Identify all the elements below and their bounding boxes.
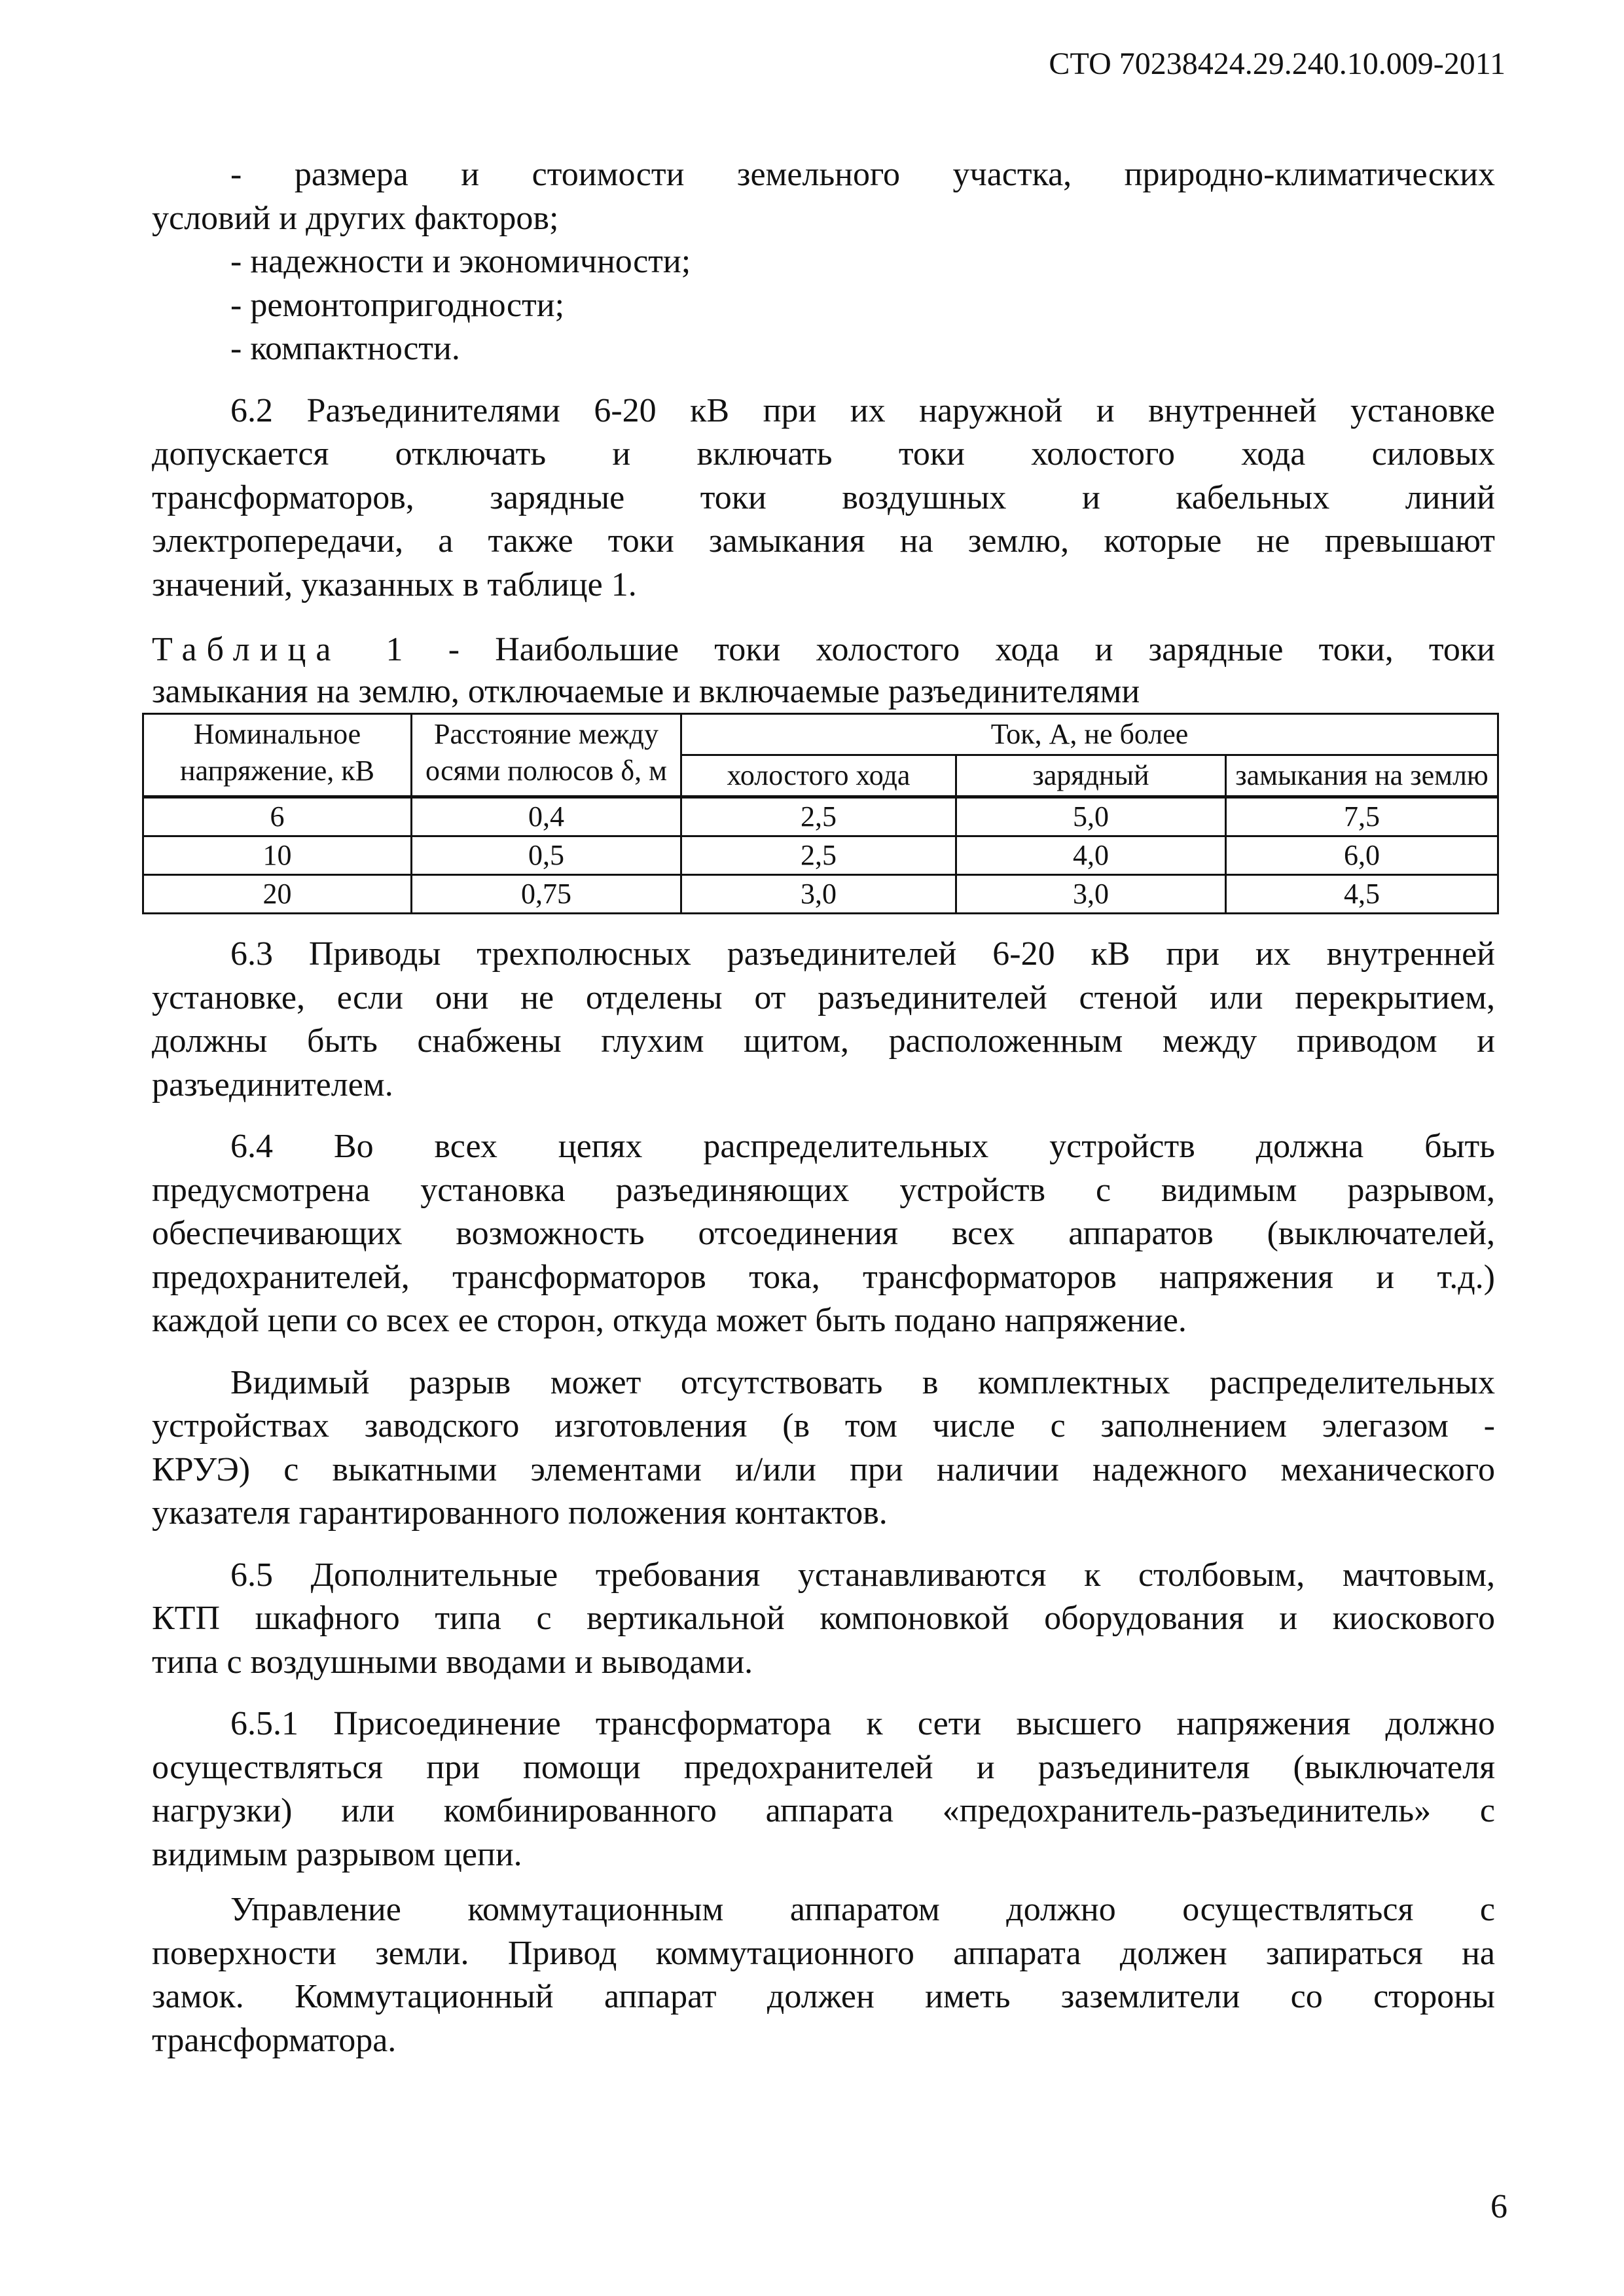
- page-body: [152, 153, 1495, 2062]
- factors-list: [152, 153, 1495, 371]
- paragraph-line: разъединителем.: [152, 1066, 393, 1103]
- header-charging-current: зарядный: [956, 755, 1226, 797]
- paragraph-line: устройствах заводского изготовления (в том числе с заполнением элегазом -: [152, 1407, 1495, 1444]
- paragraph-line: замок. Коммутационный аппарат должен иметь заземлители со стороны: [152, 1978, 1495, 2015]
- paragraph-line: типа с воздушными вводами и выводами.: [152, 1643, 753, 1681]
- document-code-header: СТО 70238424.29.240.10.009-2011: [1049, 46, 1506, 81]
- paragraph-line: указателя гарантированного положения контактов.: [152, 1494, 888, 1532]
- header-pole-distance: Расстояние между осями полюсов δ, м: [412, 714, 681, 797]
- page-number: 6: [1490, 2188, 1507, 2225]
- table-caption: [152, 629, 1495, 713]
- paragraph-6-4: [152, 1125, 1495, 1343]
- paragraph-visible-break: [152, 1361, 1495, 1535]
- paragraph-line: должны быть снабжены глухим щитом, расположенным между приводом и: [152, 1022, 1495, 1060]
- table-cell: 20: [143, 875, 412, 914]
- header-current: Ток, А, не более: [681, 714, 1498, 755]
- table-cell: 3,0: [956, 875, 1226, 914]
- paragraph-line: 6.4 Во всех цепях распределительных устройств должна быть: [230, 1128, 1495, 1165]
- table-cell: 2,5: [681, 836, 956, 875]
- table-cell: 6,0: [1226, 836, 1498, 875]
- paragraph-line: поверхности земли. Привод коммутационного аппарата должен запираться на: [152, 1934, 1495, 1972]
- table-row: [143, 875, 1498, 914]
- paragraph-line: Управление коммутационным аппаратом должно осуществляться с: [230, 1891, 1495, 1928]
- paragraph-line: электропередачи, а также токи замыкания на землю, которые не превышают: [152, 522, 1495, 560]
- paragraph-line: предусмотрена установка разъединяющих устройств с видимым разрывом,: [152, 1171, 1495, 1209]
- table-cell: 4,0: [956, 836, 1226, 875]
- table-row: [143, 836, 1498, 875]
- paragraph-6-5: [152, 1554, 1495, 1685]
- table-cell: 0,5: [412, 836, 681, 875]
- paragraph-line: 6.5 Дополнительные требования устанавливаются к столбовым, мачтовым,: [230, 1556, 1495, 1594]
- paragraph-line: значений, указанных в таблице 1.: [152, 565, 637, 603]
- table-cell: 10: [143, 836, 412, 875]
- paragraph-line: 6.3 Приводы трехполюсных разъединителей 6-20 кВ при их внутренней: [230, 935, 1495, 973]
- table-caption-line: [152, 629, 1495, 671]
- table-title-part: - Наибольшие токи холостого хода и зарядные токи, токи: [448, 631, 1496, 668]
- paragraph-line: трансформаторов, зарядные токи воздушных и кабельных линий: [152, 478, 1495, 516]
- paragraph-6-5-1: [152, 1702, 1495, 1876]
- paragraph-line: обеспечивающих возможность отсоединения всех аппаратов (выключателей,: [152, 1215, 1495, 1252]
- table-label: Таблица 1: [152, 631, 413, 668]
- paragraph-line: КТП шкафного типа с вертикальной компоновкой оборудования и киоскового: [152, 1600, 1495, 1637]
- table-cell: 2,5: [681, 797, 956, 836]
- paragraph-line: видимым разрывом цепи.: [152, 1835, 522, 1873]
- list-item: - ремонтопригодности;: [230, 286, 565, 324]
- table-cell: 7,5: [1226, 797, 1498, 836]
- paragraph-line: допускается отключать и включать токи холостого хода силовых: [152, 435, 1495, 473]
- paragraph-line: нагрузки) или комбинированного аппарата «предохранитель-разъединитель» с: [152, 1792, 1495, 1829]
- paragraph-line: трансформатора.: [152, 2021, 397, 2059]
- paragraph-line: предохранителей, трансформаторов тока, трансформаторов напряжения и т.д.): [152, 1258, 1495, 1296]
- header-no-load-current: холостого хода: [681, 755, 956, 797]
- list-item: - надежности и экономичности;: [230, 243, 691, 280]
- paragraph-line: КРУЭ) с выкатными элементами и/или при наличии надежного механического: [152, 1450, 1495, 1488]
- header-ground-fault-current: замыкания на землю: [1226, 755, 1498, 797]
- list-item: - компактности.: [230, 330, 460, 367]
- currents-table: [142, 713, 1499, 914]
- paragraph-line: 6.5.1 Присоединение трансформатора к сети высшего напряжения должно: [230, 1705, 1495, 1742]
- table-cell: 4,5: [1226, 875, 1498, 914]
- paragraph-line: Видимый разрыв может отсутствовать в комплектных распределительных: [230, 1363, 1495, 1401]
- table-cell: 5,0: [956, 797, 1226, 836]
- list-item-line: - размера и стоимости земельного участка, природно-климатических: [230, 156, 1495, 193]
- paragraph-line: 6.2 Разъединителями 6-20 кВ при их наружной и внутренней установке: [230, 391, 1495, 429]
- paragraph-6-2: [152, 389, 1495, 607]
- table-cell: 0,4: [412, 797, 681, 836]
- list-item-line: условий и других факторов;: [152, 199, 559, 237]
- table-row: [143, 797, 1498, 836]
- header-voltage: Номинальное напряжение, кВ: [143, 714, 412, 797]
- paragraph-control: [152, 1888, 1495, 2062]
- table-cell: 0,75: [412, 875, 681, 914]
- table-caption-line: замыкания на землю, отключаемые и включаемые разъединителями: [152, 673, 1140, 710]
- paragraph-line: установке, если они не отделены от разъединителей стеной или перекрытием,: [152, 978, 1495, 1016]
- table-cell: 6: [143, 797, 412, 836]
- table-cell: 3,0: [681, 875, 956, 914]
- paragraph-6-3: [152, 933, 1495, 1107]
- paragraph-line: осуществляться при помощи предохранителей и разъединителя (выключателя: [152, 1748, 1495, 1786]
- paragraph-line: каждой цепи со всех ее сторон, откуда может быть подано напряжение.: [152, 1302, 1187, 1339]
